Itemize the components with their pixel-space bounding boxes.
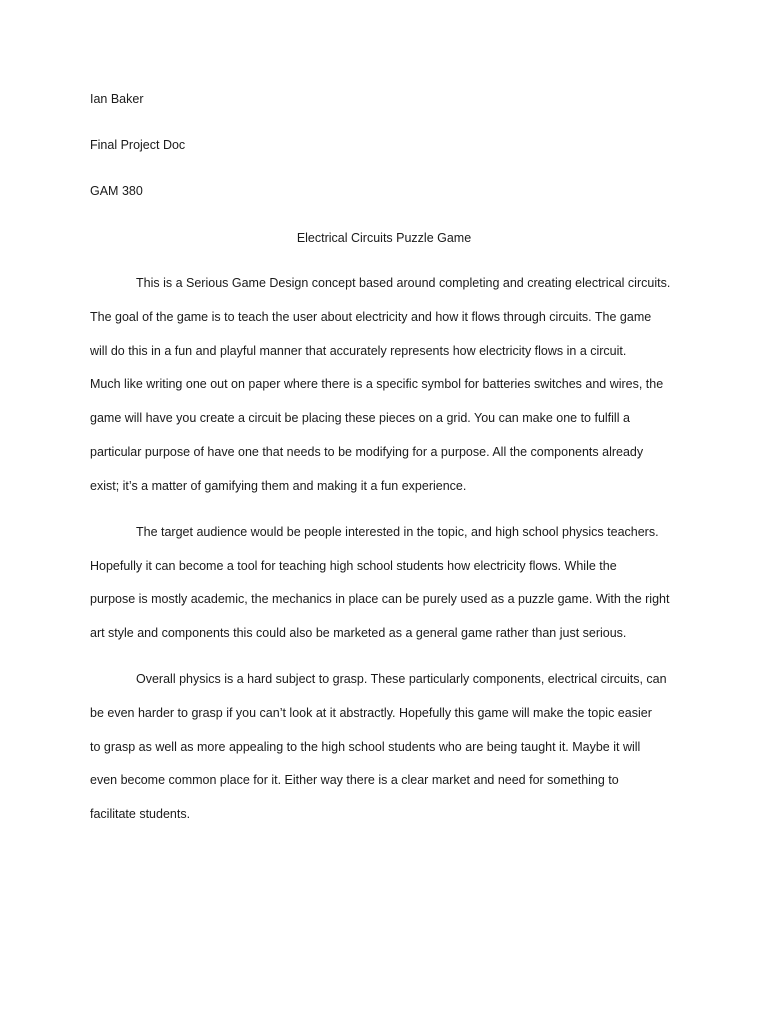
paragraph-line: exist; it’s a matter of gamifying them and making it a fun experience. (90, 479, 467, 493)
paragraph-line: purpose is mostly academic, the mechanics in place can be purely used as a puzzle game. With the right (90, 592, 670, 606)
paragraph-line: facilitate students. (90, 807, 191, 821)
paragraph-line: be even harder to grasp if you can’t look at it abstractly. Hopefully this game will make the topic easier (90, 706, 652, 720)
author-name: Ian Baker (90, 92, 144, 106)
paragraph-line: will do this in a fun and playful manner that accurately represents how electricity flows in a circuit. (90, 344, 627, 358)
paragraph-line: The target audience would be people interested in the topic, and high school physics teachers. (136, 525, 659, 539)
paragraph-line: The goal of the game is to teach the user about electricity and how it flows through circuits. The game (90, 310, 652, 324)
paragraph-line: Hopefully it can become a tool for teaching high school students how electricity flows. While the (90, 559, 617, 573)
paragraph-line: particular purpose of have one that needs to be modifying for a purpose. All the components already (90, 445, 644, 459)
document-type: Final Project Doc (90, 138, 186, 152)
document-title: Electrical Circuits Puzzle Game (296, 231, 472, 245)
paragraph-line: game will have you create a circuit be placing these pieces on a grid. You can make one to fulfill a (90, 411, 630, 425)
paragraph-line: Overall physics is a hard subject to grasp. These particularly components, electrical circuits, can (136, 672, 667, 686)
paragraph-line: even become common place for it. Either way there is a clear market and need for something to (90, 773, 619, 787)
course-code: GAM 380 (90, 184, 143, 198)
paragraph-line: art style and components this could also be marketed as a general game rather than just serious. (90, 626, 627, 640)
paragraph-line: to grasp as well as more appealing to the high school students who are being taught it. Maybe it will (90, 740, 641, 754)
paragraph-line: This is a Serious Game Design concept based around completing and creating electrical circuits. (136, 276, 671, 290)
paragraph-line: Much like writing one out on paper where there is a specific symbol for batteries switches and wires, the (90, 377, 664, 391)
